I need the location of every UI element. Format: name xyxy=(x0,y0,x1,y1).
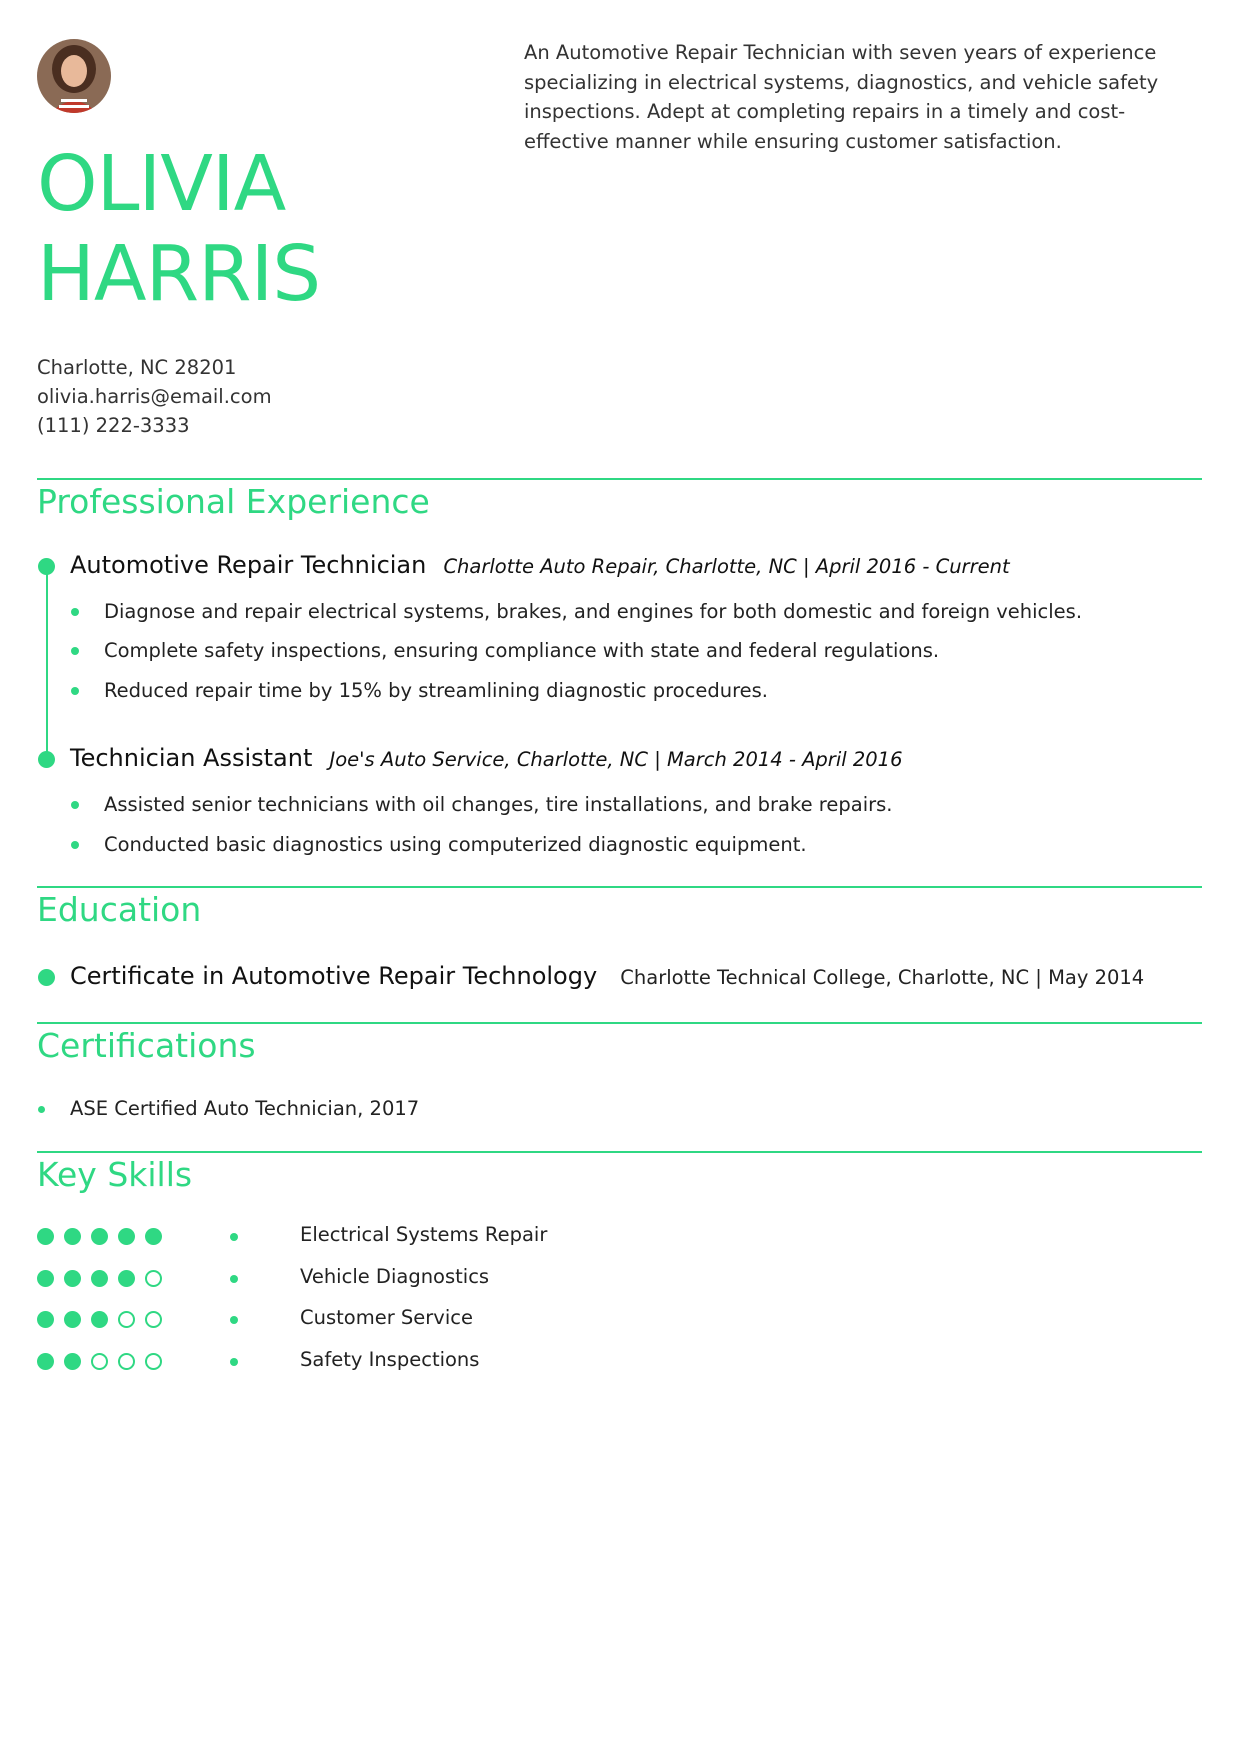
last-name: HARRIS xyxy=(37,230,321,319)
education-dot xyxy=(38,969,55,986)
rating-dot-empty xyxy=(118,1311,135,1328)
rating-dot-filled xyxy=(64,1353,81,1370)
rating-dot-empty xyxy=(145,1353,162,1370)
timeline-dot xyxy=(38,558,55,575)
section-divider xyxy=(37,1151,1202,1153)
timeline-dot xyxy=(38,751,55,768)
skill-label: Vehicle Diagnostics xyxy=(300,1265,490,1288)
rating-dot-empty xyxy=(145,1270,162,1287)
skills-heading: Key Skills xyxy=(37,1155,193,1194)
job-bullet: Assisted senior technicians with oil changes, tire installations, and brake repairs. xyxy=(104,793,893,816)
phone: (111) 222-3333 xyxy=(37,414,190,437)
address: Charlotte, NC 28201 xyxy=(37,356,237,379)
rating-dot-filled xyxy=(37,1228,54,1245)
bullet-dot xyxy=(71,801,79,809)
bullet-dot xyxy=(230,1358,238,1366)
profile-photo xyxy=(37,39,111,113)
job-meta: Charlotte Auto Repair, Charlotte, NC | April 2016 - Current xyxy=(443,555,1010,578)
bullet-dot xyxy=(230,1316,238,1324)
education-heading: Education xyxy=(37,890,202,929)
rating-dot-filled xyxy=(64,1311,81,1328)
contact-info xyxy=(37,353,272,440)
rating-dot-filled xyxy=(64,1228,81,1245)
section-divider xyxy=(37,478,1202,480)
education-degree: Certificate in Automotive Repair Technology xyxy=(70,962,598,990)
job-title: Automotive Repair Technician xyxy=(70,551,427,579)
candidate-name xyxy=(37,140,320,320)
bullet-dot xyxy=(71,647,79,655)
job-bullet: Diagnose and repair electrical systems, brakes, and engines for both domestic and foreign vehicles. xyxy=(104,600,1083,623)
rating-dot-empty xyxy=(91,1353,108,1370)
rating-dot-empty xyxy=(145,1311,162,1328)
rating-dot-filled xyxy=(37,1353,54,1370)
job-title: Technician Assistant xyxy=(70,744,313,772)
bullet-dot xyxy=(71,841,79,849)
first-name: OLIVIA xyxy=(37,140,286,229)
job-meta: Joe's Auto Service, Charlotte, NC | March 2014 - April 2016 xyxy=(329,748,903,771)
professional-summary: An Automotive Repair Technician with seven years of experience specializing in electrical systems, diagnostics, and vehicle safety inspections. Adept at completing repairs in a timely and cost-effective manner while ensuring customer satisfaction. xyxy=(524,41,1159,153)
certifications-heading: Certifications xyxy=(37,1026,256,1065)
education-entry xyxy=(70,962,1144,990)
profile-photo-image xyxy=(37,39,111,113)
job-bullet: Complete safety inspections, ensuring compliance with state and federal regulations. xyxy=(104,639,940,662)
rating-dot-filled xyxy=(118,1270,135,1287)
rating-dot-filled xyxy=(91,1270,108,1287)
bullet-dot xyxy=(71,687,79,695)
experience-heading: Professional Experience xyxy=(37,482,430,521)
bullet-dot xyxy=(230,1275,238,1283)
bullet-dot xyxy=(38,1106,45,1113)
experience-timeline xyxy=(46,566,48,761)
job-header xyxy=(70,744,903,772)
certification-item: ASE Certified Auto Technician, 2017 xyxy=(70,1097,420,1120)
section-divider xyxy=(37,1022,1202,1024)
bullet-dot xyxy=(71,608,79,616)
job-bullet: Conducted basic diagnostics using computerized diagnostic equipment. xyxy=(104,833,807,856)
rating-dot-filled xyxy=(118,1228,135,1245)
email: olivia.harris@email.com xyxy=(37,385,272,408)
rating-dot-filled xyxy=(64,1270,81,1287)
section-divider xyxy=(37,886,1202,888)
job-header xyxy=(70,551,1010,579)
job-bullet: Reduced repair time by 15% by streamlining diagnostic procedures. xyxy=(104,679,769,702)
rating-dot-filled xyxy=(37,1270,54,1287)
bullet-dot xyxy=(230,1233,238,1241)
rating-dot-empty xyxy=(118,1353,135,1370)
skill-label: Electrical Systems Repair xyxy=(300,1223,548,1246)
rating-dot-filled xyxy=(91,1228,108,1245)
education-meta: Charlotte Technical College, Charlotte, NC | May 2014 xyxy=(620,966,1145,989)
rating-dot-filled xyxy=(145,1228,162,1245)
rating-dot-filled xyxy=(91,1311,108,1328)
skill-label: Customer Service xyxy=(300,1306,473,1329)
skill-label: Safety Inspections xyxy=(300,1348,480,1371)
rating-dot-filled xyxy=(37,1311,54,1328)
